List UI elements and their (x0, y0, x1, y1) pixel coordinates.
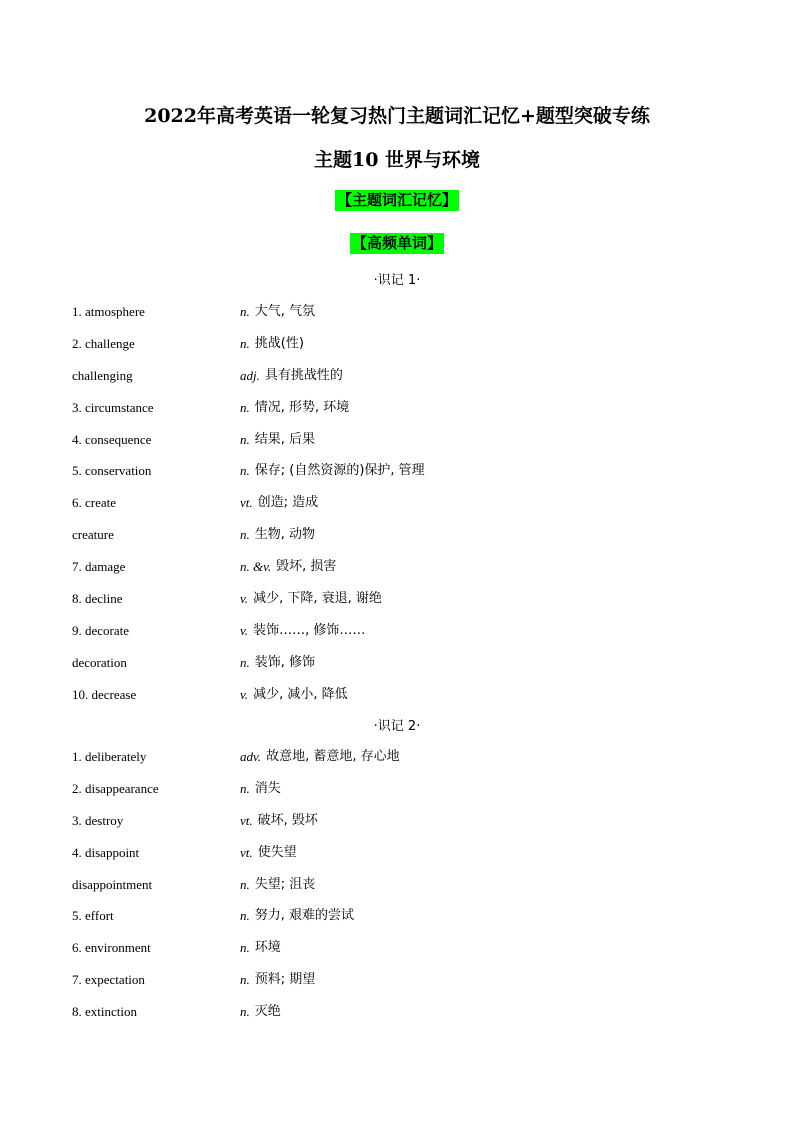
part-of-speech: v. (240, 686, 249, 702)
vocab-meaning: 使失望 (257, 844, 297, 860)
part-of-speech: n. (240, 940, 250, 956)
vocab-entry (72, 303, 722, 335)
vocab-entry (72, 876, 722, 908)
section-label-1: ·识记 1· (373, 273, 421, 288)
part-of-speech: n. (240, 463, 250, 479)
vocab-meaning: 生物, 动物 (254, 527, 316, 543)
vocab-word: 10. decrease (72, 686, 137, 702)
part-of-speech: n. (240, 1004, 250, 1020)
vocab-word: 1. deliberately (72, 749, 147, 764)
vocab-meaning: 大气, 气氛 (254, 304, 316, 319)
vocab-entry (72, 494, 722, 526)
vocab-entry (72, 686, 722, 718)
vocab-word: 1. atmosphere (72, 304, 145, 319)
vocab-entry (72, 939, 722, 971)
vocab-meaning: 情况, 形势, 环境 (254, 399, 350, 415)
vocab-entry (72, 335, 722, 367)
vocab-meaning: 减少, 减小, 降低 (253, 686, 348, 702)
vocab-entry (72, 558, 722, 590)
vocab-meaning: 保存; (自然资源的)保护, 管理 (254, 463, 425, 479)
vocab-meaning: 破坏, 毁坏 (257, 812, 318, 828)
vocab-entry (72, 812, 722, 844)
document-subtitle: 主题10 世界与环境 (313, 149, 481, 171)
vocab-word: disappointment (72, 876, 153, 892)
topic-vocab-badge (0, 190, 794, 211)
part-of-speech: n. &v. (240, 559, 272, 575)
vocab-meaning: 挑战(性) (254, 335, 304, 351)
vocab-word: 2. challenge (72, 335, 135, 351)
part-of-speech: v. (240, 591, 249, 607)
vocab-word: 8. extinction (72, 1004, 137, 1020)
vocab-entry (72, 654, 722, 686)
vocab-meaning: 努力, 艰难的尝试 (254, 908, 355, 924)
vocab-word: 4. consequence (72, 431, 152, 447)
vocab-word: 6. create (72, 495, 117, 511)
part-of-speech: n. (240, 304, 250, 319)
vocab-meaning: 结果, 后果 (254, 431, 316, 447)
vocab-meaning: 消失 (254, 780, 281, 796)
part-of-speech: vt. (240, 495, 253, 511)
vocab-word: 3. destroy (72, 812, 124, 828)
vocab-entry (72, 844, 722, 876)
vocab-list-2 (72, 748, 722, 1035)
vocab-word: 3. circumstance (72, 399, 154, 415)
high-frequency-words-badge-label: 【高频单词】 (351, 234, 442, 252)
vocab-word: decoration (72, 654, 127, 670)
vocab-word: challenging (72, 367, 133, 383)
part-of-speech: v. (240, 622, 249, 638)
vocab-meaning: 灭绝 (254, 1004, 281, 1020)
vocab-meaning: 故意地, 蓄意地, 存心地 (266, 749, 400, 764)
vocab-meaning: 创造; 造成 (257, 495, 319, 511)
section-label-2: ·识记 2· (373, 719, 421, 734)
vocab-word: 9. decorate (72, 622, 130, 638)
part-of-speech: n. (240, 335, 250, 351)
part-of-speech: n. (240, 908, 250, 924)
vocab-entry (72, 1003, 722, 1035)
part-of-speech: adj. (240, 367, 260, 383)
vocab-entry (72, 748, 722, 780)
vocab-entry (72, 590, 722, 622)
vocab-word: 2. disappearance (72, 780, 159, 796)
document-title: 2022年高考英语一轮复习热门主题词汇记忆+题型突破专练 (144, 105, 650, 127)
vocab-word: 5. conservation (72, 463, 152, 479)
vocab-meaning: 毁坏, 损害 (276, 559, 337, 575)
vocab-list-1 (72, 303, 722, 718)
part-of-speech: n. (240, 399, 250, 415)
vocab-meaning: 失望; 沮丧 (254, 876, 316, 892)
vocab-word: 8. decline (72, 591, 123, 607)
vocab-meaning: 环境 (254, 940, 281, 956)
part-of-speech: vt. (240, 844, 253, 860)
vocab-word: 4. disappoint (72, 844, 140, 860)
vocab-word: 7. damage (72, 559, 126, 575)
vocab-entry (72, 399, 722, 431)
vocab-entry (72, 526, 722, 558)
part-of-speech: adv. (240, 749, 262, 764)
vocab-word: 5. effort (72, 908, 114, 924)
vocab-meaning: 预料; 期望 (254, 972, 316, 988)
vocab-entry (72, 907, 722, 939)
part-of-speech: vt. (240, 812, 253, 828)
vocab-entry (72, 431, 722, 463)
vocab-entry (72, 462, 722, 494)
vocab-meaning: 具有挑战性的 (264, 367, 343, 383)
vocab-entry (72, 971, 722, 1003)
vocab-meaning: 装饰……, 修饰…… (253, 622, 366, 638)
topic-vocab-badge-label: 【主题词汇记忆】 (336, 191, 457, 209)
vocab-word: 6. environment (72, 940, 151, 956)
vocab-meaning: 装饰, 修饰 (254, 654, 316, 670)
vocab-entry (72, 622, 722, 654)
vocab-meaning: 减少, 下降, 衰退, 谢绝 (253, 591, 382, 607)
part-of-speech: n. (240, 876, 250, 892)
part-of-speech: n. (240, 527, 250, 543)
part-of-speech: n. (240, 431, 250, 447)
vocab-entry (72, 780, 722, 812)
part-of-speech: n. (240, 654, 250, 670)
part-of-speech: n. (240, 972, 250, 988)
high-frequency-words-badge (0, 233, 794, 254)
vocab-word: creature (72, 527, 114, 543)
vocab-word: 7. expectation (72, 972, 145, 988)
part-of-speech: n. (240, 780, 250, 796)
vocab-entry (72, 367, 722, 399)
